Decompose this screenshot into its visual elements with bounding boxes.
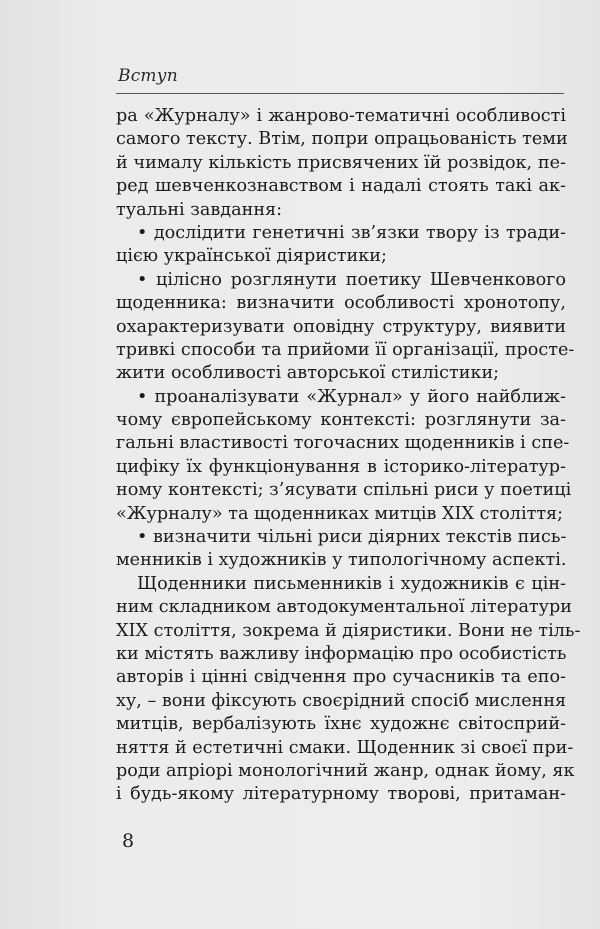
- text-line: цією української діяристики;: [116, 246, 387, 267]
- text-line: митців, вербалізують їхнє художнє світосприй-: [116, 714, 566, 735]
- text-line: • проаналізувати «Журнал» у його найближ-: [137, 386, 566, 407]
- text-line: роди апріорі монологічний жанр, однак йому, як: [116, 760, 575, 781]
- text-line: • цілісно розглянути поетику Шевченкового: [137, 269, 566, 290]
- text-line: самого тексту. Втім, попри опрацьованість теми: [116, 129, 568, 150]
- text-line: • дослідити генетичні зв’язки твору із тради-: [137, 222, 566, 243]
- page-number: 8: [122, 830, 135, 852]
- header-rule: [116, 93, 564, 94]
- text-line: тривкі способи та прийоми її організації, просте-: [116, 339, 575, 360]
- text-line: охарактеризувати оповідну структуру, виявити: [116, 316, 566, 337]
- text-line: й чималу кількість присвячених їй розвідок, пе-: [116, 152, 566, 173]
- text-line: «Журналу» та щоденниках митців XIX століття;: [116, 503, 564, 524]
- body-text: [116, 105, 581, 807]
- text-line: цифіку їх функціонування в історико-літератур-: [116, 456, 566, 477]
- text-line: чому європейському контексті: розглянути за-: [116, 410, 566, 431]
- text-line: няття й естетичні смаки. Щоденник зі своєї при-: [116, 737, 574, 758]
- text-line: ним складником автодокументальної літератури: [116, 597, 573, 618]
- text-line: жити особливості авторської стилістики;: [116, 363, 500, 384]
- text-line: ному контексті; з’ясувати спільні риси у поетиці: [116, 480, 572, 501]
- text-line: авторів і цінні свідчення про сучасників та епо-: [116, 667, 566, 688]
- text-line: менників і художників у типологічному аспекті.: [116, 550, 567, 571]
- text-line: ху, – вони фіксують своєрідний спосіб мислення: [116, 690, 567, 711]
- text-line: щоденника: визначити особливості хронотопу,: [116, 293, 566, 314]
- text-line: XIX століття, зокрема й діяристики. Вони не тіль-: [116, 620, 581, 641]
- text-line: ред шевченкознавством і надалі стоять такі ак-: [116, 176, 566, 197]
- text-line: ра «Журналу» і жанрово-тематичні особливості: [116, 106, 566, 126]
- text-line: ки містять важливу інформацію про особистість: [116, 643, 567, 664]
- text-line: • визначити чільні риси діярних текстів пись-: [137, 527, 567, 548]
- text-line: гальні властивості тогочасних щоденників і спе-: [116, 433, 570, 454]
- text-line: туальні завдання:: [116, 199, 283, 220]
- text-line: Щоденники письменників і художників є цін-: [137, 573, 566, 594]
- text-line: і будь-якому літературному творові, притаман-: [116, 784, 566, 805]
- running-head: Вступ: [118, 66, 178, 86]
